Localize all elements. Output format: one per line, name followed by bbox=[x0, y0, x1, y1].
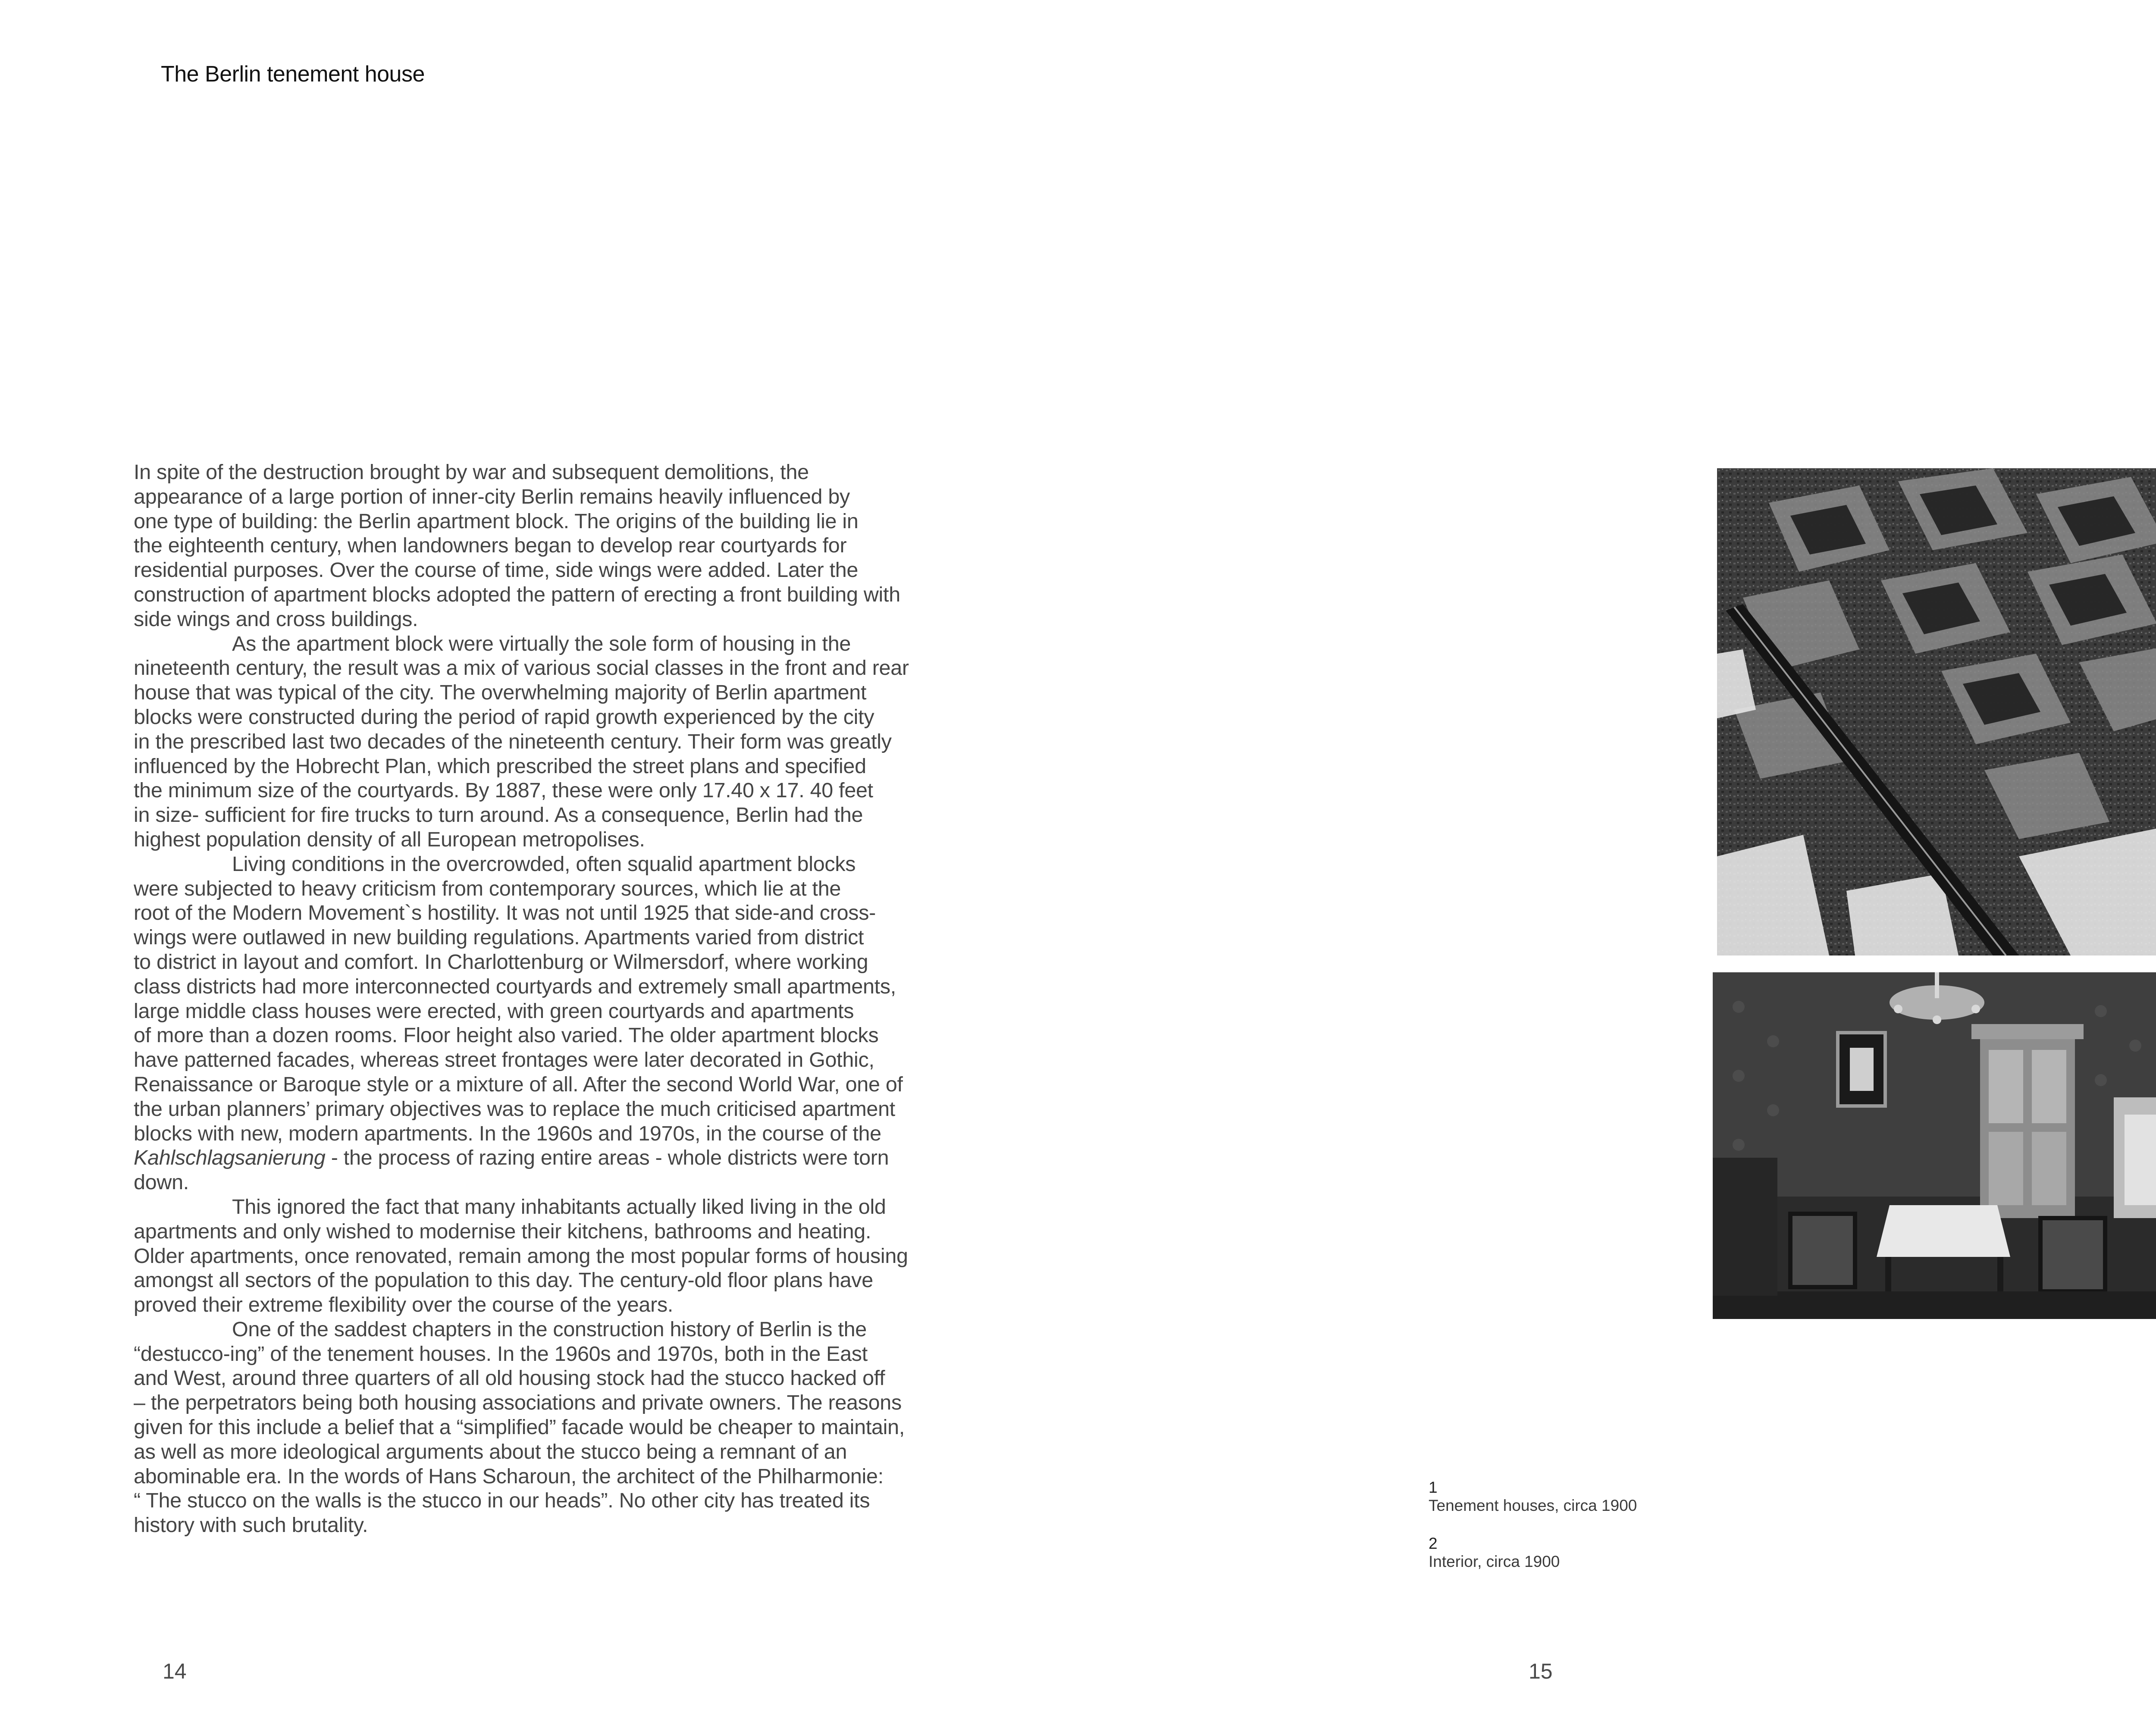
body-line: proved their extreme flexibility over the course of the years. bbox=[134, 1293, 674, 1317]
interior-photo-graphic bbox=[1713, 972, 2156, 1319]
caption-1-number: 1 bbox=[1429, 1479, 1438, 1496]
body-line: of more than a dozen rooms. Floor height also varied. The older apartment blocks bbox=[134, 1024, 879, 1047]
body-line: root of the Modern Movement`s hostility. It was not until 1925 that side-and cross- bbox=[134, 901, 876, 925]
caption-figure-1 bbox=[1429, 1479, 1637, 1515]
body-line: “destucco-ing” of the tenement houses. In the 1960s and 1970s, both in the East bbox=[134, 1342, 868, 1366]
body-text bbox=[134, 460, 1005, 1538]
body-line: class districts had more interconnected courtyards and extremely small apartments, bbox=[134, 974, 896, 998]
body-line: amongst all sectors of the population to this day. The century-old floor plans have bbox=[134, 1269, 873, 1292]
body-line: Living conditions in the overcrowded, often squalid apartment blocks bbox=[232, 852, 856, 876]
body-line: history with such brutality. bbox=[134, 1513, 368, 1537]
body-line: nineteenth century, the result was a mix of various social classes in the front and rear bbox=[134, 656, 909, 680]
body-line: in size- sufficient for fire trucks to turn around. As a consequence, Berlin had the bbox=[134, 803, 863, 827]
caption-2-text: Interior, circa 1900 bbox=[1429, 1553, 1560, 1570]
aerial-photo-tenement-blocks bbox=[1717, 468, 2156, 955]
body-line: blocks were constructed during the period of rapid growth experienced by the city bbox=[134, 705, 874, 729]
body-line: appearance of a large portion of inner-city Berlin remains heavily influenced by bbox=[134, 485, 850, 508]
body-line bbox=[134, 1146, 1005, 1170]
body-line: were subjected to heavy criticism from contemporary sources, which lie at the bbox=[134, 877, 841, 900]
body-line: In spite of the destruction brought by war and subsequent demolitions, the bbox=[134, 461, 809, 484]
page-number-right: 15 bbox=[1529, 1659, 1553, 1683]
body-line: highest population density of all European metropolises. bbox=[134, 827, 645, 851]
body-line: Renaissance or Baroque style or a mixture of all. After the second World War, one of bbox=[134, 1072, 903, 1096]
body-line: down. bbox=[134, 1171, 189, 1194]
body-line: and West, around three quarters of all old housing stock had the stucco hacked off bbox=[134, 1366, 885, 1390]
body-line: to district in layout and comfort. In Charlottenburg or Wilmersdorf, where working bbox=[134, 950, 868, 974]
interior-photo-parlour bbox=[1713, 972, 2156, 1319]
caption-2-number: 2 bbox=[1429, 1535, 1438, 1552]
body-line: “ The stucco on the walls is the stucco in our heads”. No other city has treated its bbox=[134, 1489, 870, 1513]
body-line: the urban planners’ primary objectives was to replace the much criticised apartment bbox=[134, 1097, 895, 1121]
body-line: the minimum size of the courtyards. By 1887, these were only 17.40 x 17. 40 feet bbox=[134, 779, 873, 802]
body-line: One of the saddest chapters in the construction history of Berlin is the bbox=[232, 1317, 867, 1341]
body-line: As the apartment block were virtually the sole form of housing in the bbox=[232, 632, 851, 655]
body-line: in the prescribed last two decades of the nineteenth century. Their form was greatly bbox=[134, 730, 892, 753]
body-line: given for this include a belief that a “simplified” facade would be cheaper to maintain, bbox=[134, 1416, 905, 1439]
body-line: house that was typical of the city. The overwhelming majority of Berlin apartment bbox=[134, 681, 867, 705]
body-line: influenced by the Hobrecht Plan, which prescribed the street plans and specified bbox=[134, 754, 866, 778]
body-line: apartments and only wished to modernise their kitchens, bathrooms and heating. bbox=[134, 1219, 871, 1243]
body-line: large middle class houses were erected, with green courtyards and apartments bbox=[134, 999, 854, 1023]
body-line: residential purposes. Over the course of time, side wings were added. Later the bbox=[134, 558, 859, 582]
running-head: The Berlin tenement house bbox=[161, 62, 425, 87]
body-line: This ignored the fact that many inhabitants actually liked living in the old bbox=[232, 1195, 886, 1219]
aerial-photo-graphic bbox=[1717, 468, 2156, 955]
body-line-rest: - the process of razing entire areas - whole districts were torn bbox=[325, 1146, 889, 1170]
body-line: have patterned facades, whereas street frontages were later decorated in Gothic, bbox=[134, 1048, 874, 1072]
body-line: as well as more ideological arguments about the stucco being a remnant of an bbox=[134, 1440, 847, 1463]
body-line: one type of building: the Berlin apartment block. The origins of the building lie in bbox=[134, 509, 859, 533]
caption-figure-2 bbox=[1429, 1535, 1560, 1571]
body-line: blocks with new, modern apartments. In the 1960s and 1970s, in the course of the bbox=[134, 1122, 881, 1145]
body-line: side wings and cross buildings. bbox=[134, 607, 418, 631]
body-line: construction of apartment blocks adopted the pattern of erecting a front building with bbox=[134, 583, 900, 606]
body-line: abominable era. In the words of Hans Scharoun, the architect of the Philharmonie: bbox=[134, 1464, 884, 1488]
body-line: – the perpetrators being both housing associations and private owners. The reasons bbox=[134, 1391, 902, 1415]
italic-term: Kahlschlagsanierung bbox=[134, 1146, 326, 1170]
caption-1-text: Tenement houses, circa 1900 bbox=[1429, 1497, 1637, 1514]
body-line: wings were outlawed in new building regulations. Apartments varied from district bbox=[134, 926, 864, 949]
body-line: the eighteenth century, when landowners began to develop rear courtyards for bbox=[134, 534, 847, 558]
page-number-left: 14 bbox=[163, 1659, 187, 1683]
body-line: Older apartments, once renovated, remain among the most popular forms of housing bbox=[134, 1244, 908, 1268]
